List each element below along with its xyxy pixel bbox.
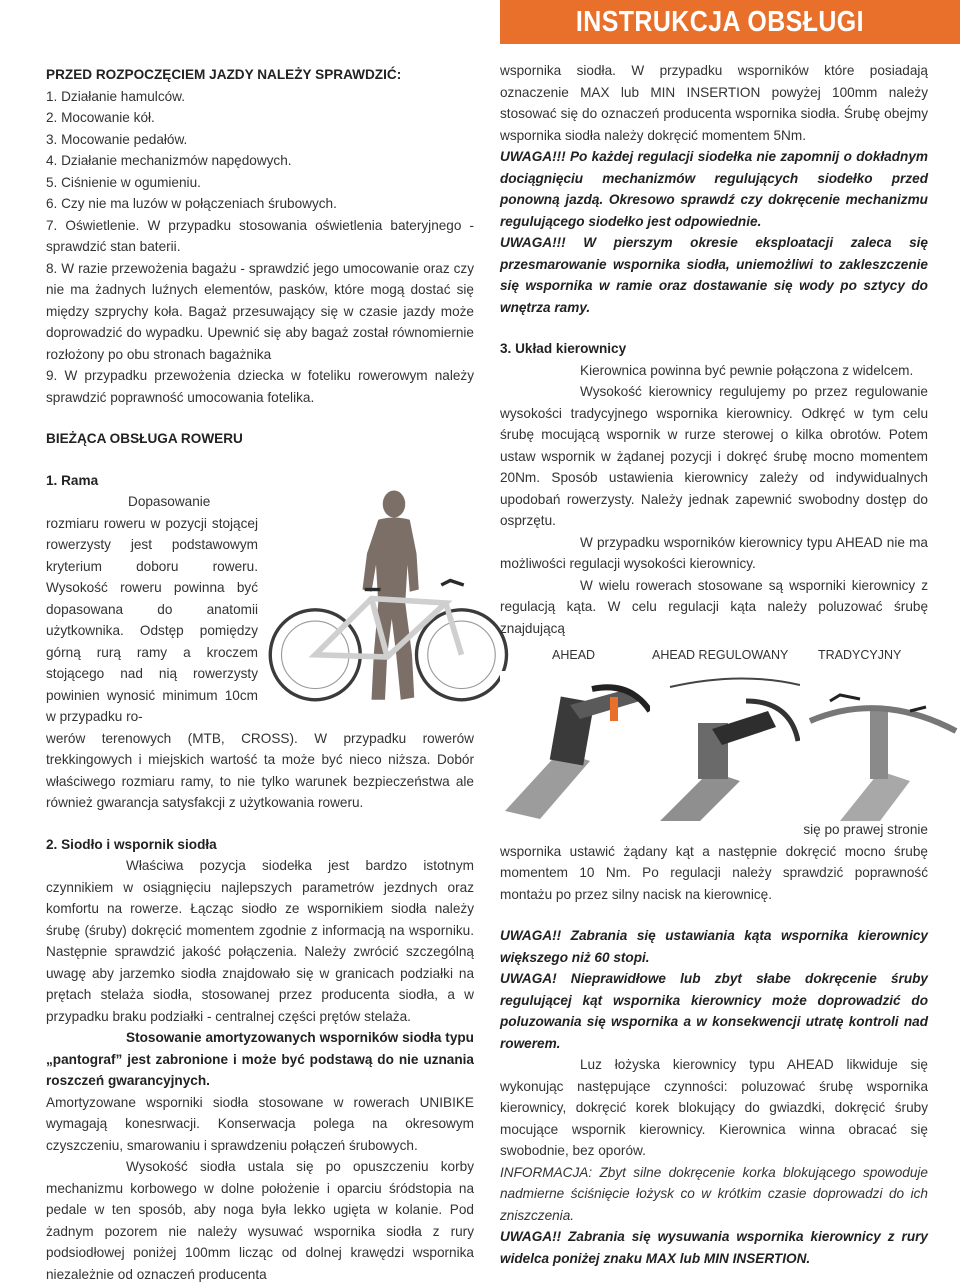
ahead-stem-photo <box>500 671 650 821</box>
header-banner <box>500 0 960 44</box>
stem-label-traditional: TRADYCYJNY <box>818 648 902 662</box>
right-column <box>500 60 928 1269</box>
handlebar-paragraph: W wielu rowerach stosowane są wsporniki kierownicy z regulacją kąta. W celu regulacji kąta należy poluzować śrubę znajdującą <box>500 577 928 636</box>
checklist-item: 2. Mocowanie kół. <box>46 110 155 125</box>
stem-type-labels <box>500 645 928 667</box>
checklist-item: 9. W przypadku przewożenia dziecka w foteliku rowerowym należy sprawdzić poprawność umocowania fotelika. <box>46 368 474 405</box>
frame-title: 1. Rama <box>46 472 99 488</box>
warning-text: UWAGA!!! W pierszym okresie eksploatacji zaleca się przesmarowanie wspornika siodła, uniemożliwi to zakleszczenie się wspornika w ramie oraz dostawanie się wody po sztycy do wnętrza ramy. <box>500 235 928 315</box>
service-title: BIEŻĄCA OBSŁUGA ROWERU <box>46 431 243 446</box>
handlebar-paragraph: Wysokość kierownicy regulujemy po przez regulowanie wysokości tradycyjnego wspornika kierownicy. Odkręć w tym celu śrubę mocującą wspornik w rurze sterowej o kilka obrotów. Potem ustaw wspornik w żądanej pozycji i dokręć śrubę mocno momentem 20Nm. Sposób ustawienia kierownicy zależy od indywidualnych upodobań rowerzysty. Należy jednak zapewnić swobodny dostęp do osprzętu. <box>500 384 928 528</box>
warning-text: UWAGA! Nieprawidłowe lub zbyt słabe dokręcenie śruby regulującej kąt wspornika kierownicy może doprowadzić do poluzowania się wspornika a w konsekwencji utratę kontroli nad rowerem. <box>500 971 928 1051</box>
saddle-title: 2. Siodło i wspornik siodła <box>46 836 217 852</box>
bike-rider-illustration <box>260 486 510 711</box>
checklist-item: 8. W razie przewożenia bagażu - sprawdzić jego umocowanie oraz czy nie ma żadnych luźnych elementów, pasków, które mogą dostać się między szprychy koła. Bagaż przesuwający się w czasie jazdy może doprowadzić do wypadku. Upewnić się aby bagaż został równomiernie rozłożony po obu stronach bagażnika <box>46 260 474 362</box>
frame-paragraph: Dopasowanie rozmiaru roweru w pozycji stojącej rowerzysty jest podstawowym kryterium doboru roweru. Wysokość roweru powinna być dopasowana do anatomii użytkownika. Odstęp pomiędzy górną rurą ramy a kroczem stojącego nad nią rowerzysty powinien wynosić minimum 10cm w przypadku ro- <box>46 494 258 724</box>
adjustable-stem-photo <box>650 671 800 821</box>
stem-photos <box>500 671 928 821</box>
handlebar-paragraph-cont: się po prawej stronie <box>803 822 928 837</box>
warning-text: UWAGA!! Zabrania się wysuwania wspornika kierownicy z rury widelca poniżej znaku MAX lub MIN INSERTION. <box>500 1229 928 1266</box>
saddle-warning: Stosowanie amortyzowanych wsporników siodła typu „pantograf” jest zabronione i może być podstawą do nie uznania roszczeń gwarancyjnych. <box>46 1030 474 1088</box>
frame-paragraph-cont: werów terenowych (MTB, CROSS). W przypadku rowerów trekkingowych i miejskich wartość ta może być nieco niższa. Dobór właściwego rozmiaru ramy, to nie tylko warunek bezpieczeństwa ale również gwarancja satysfakcji z użytkowania roweru. <box>46 730 474 810</box>
info-text: INFORMACJA: Zbyt silne dokręcenie korka blokującego spowoduje nadmierne ściśnięcie łożysk co w krótkim czasie doprowadzi do ich zniszczenia. <box>500 1164 928 1223</box>
warning-text: UWAGA!!! Po każdej regulacji siodełka nie zapomnij o dokładnym dociągnięciu mechanizmów regulujących siodełko przed ponowną jazdą. Okresowo sprawdź czy dokręcenie mechanizmu regulującego siodełko jest odpowiednie. <box>500 149 928 229</box>
warning-text: UWAGA!! Zabrania się ustawiania kąta wspornika kierownicy większego niż 60 stopi. <box>500 928 928 965</box>
frame-section <box>46 470 474 814</box>
handlebar-paragraph-cont: wspornika ustawić żądany kąt a następnie dokręcić mocno śrubę momentem 10 Nm. Po regulacji należy sprawdzić poprawność montażu po przez silny nacisk na kierownicę. <box>500 843 928 902</box>
saddle-paragraph: Amortyzowane wsporniki siodła stosowane w rowerach UNIBIKE wymagają konesrwacji. Konserwacja polega na okresowym czyszczeniu, smarowaniu i sprawdzeniu połączeń śrubowych. <box>46 1094 474 1153</box>
saddle-paragraph-cont: wspornika siodła. W przypadku wsporników które posiadają oznaczenie MAX lub MIN INSERTION powyżej 100mm należy stosować się do oznaczeń producenta wspornika siodła. Śrubę obejmy wspornika siodła należy dokręcić momentem 5Nm. <box>500 63 928 143</box>
checklist-title: PRZED ROZPOCZĘCIEM JAZDY NALEŻY SPRAWDZIĆ: <box>46 67 402 82</box>
handlebar-paragraph: Luz łożyska kierownicy typu AHEAD likwiduje się wykonując następujące czynności: poluzować śrubę wspornika kierownicy, dokręcić korek blokujący do gwiazdki, dokręcić śruby mocujące wspornik kierownicy. Kierownica winna obracać się swobodnie, bez oporów. <box>500 1057 928 1158</box>
handlebar-paragraph: W przypadku wsporników kierownicy typu AHEAD nie ma możliwości regulacji wysokości kierownicy. <box>500 534 928 571</box>
traditional-stem-photo <box>800 671 960 821</box>
checklist-item: 3. Mocowanie pedałów. <box>46 131 188 147</box>
checklist-item: 4. Działanie mechanizmów napędowych. <box>46 153 292 168</box>
page-title: INSTRUKCJA OBSŁUGI <box>575 6 864 38</box>
rider-silhouette-icon <box>363 490 419 699</box>
handlebar-title: 3. Układ kierownicy <box>500 341 627 356</box>
stem-label-ahead: AHEAD <box>552 648 596 662</box>
checklist-item: 7. Oświetlenie. W przypadku stosowania oświetlenia bateryjnego - sprawdzić stan baterii. <box>46 217 474 254</box>
saddle-paragraph: Wysokość siodła ustala się po opuszczeniu korby mechanizmu korbowego w dolne położenie i oparciu śródstopia na pedale w ten sposób, aby noga była lekko ugięta w kolanie. Pod żadnym pozorem nie należy wysuwać wspornika siodła z rury podsiodłowej poniżej 100mm licząc od dolnej krawędzi wspornika niezależnie od oznaczeń producenta <box>46 1159 474 1282</box>
stem-label-ahead-adjustable: AHEAD REGULOWANY <box>652 648 789 662</box>
checklist-item: 1. Działanie hamulców. <box>46 88 186 104</box>
checklist-item: 5. Ciśnienie w ogumieniu. <box>46 174 201 190</box>
handlebar-paragraph: Kierownica powinna być pewnie połączona z widelcem. <box>580 362 914 378</box>
checklist-item: 6. Czy nie ma luzów w połączeniach śrubowych. <box>46 196 337 211</box>
left-column <box>46 64 474 1285</box>
saddle-paragraph: Właściwa pozycja siodełka jest bardzo istotnym czynnikiem w osiągnięciu najlepszych parametrów jezdnych oraz komfortu na rowerze. Łącząc siodło ze wspornikiem siodła należy śrubę (śruby) dokręcić momentem zgodnie z informacją na wsporniku. Następnie sprawdzić jakość połączenia. Należy zwrócić szczególną uwagę aby jarzemko siodła znajdowało się w granicach podziałki na prętach stelaża siodła, stosowanej przez producenta siodła, a w przypadku braku podziałki - centralnej części prętów stelaża. <box>46 858 474 1024</box>
